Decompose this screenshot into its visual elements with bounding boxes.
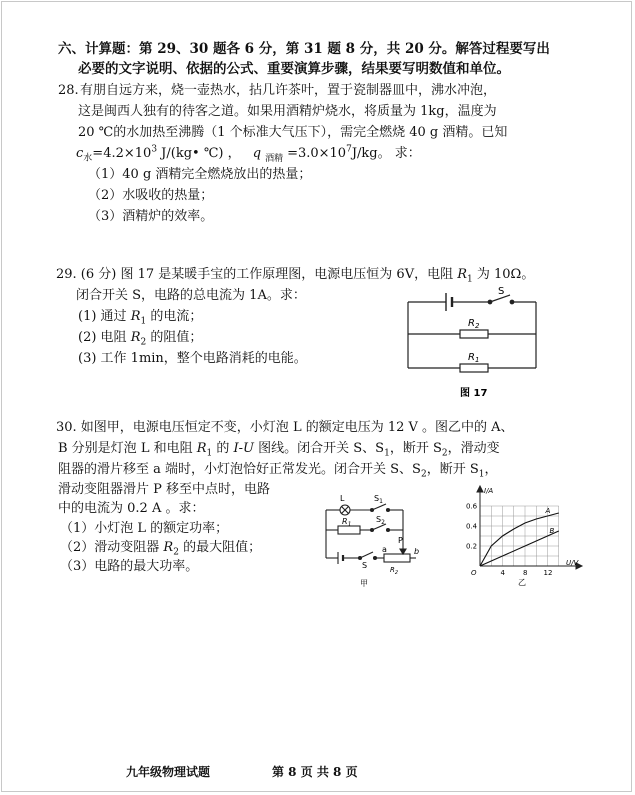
graph-axes [477,486,582,569]
fig-a-s2-label: $S_2$ [376,515,385,526]
q30-l3-a: 阻器的滑片移至 a 端时，小灯泡恰好正常发光。闭合开关 S、S [58,462,421,477]
q28-sub1: （1）40 g 酒精完全燃烧放出的热量； [88,167,312,182]
q30-l2-iu: I-U [233,441,254,456]
fig-a-p-label: P [398,536,403,545]
series-label-b: B [549,527,555,535]
q29-sub1-b: 的电流； [146,309,203,324]
q30-l2-rsub: 1 [206,448,213,459]
q-subscript: 酒精 [265,153,284,164]
q30-l2-s2sub: 2 [441,448,448,459]
fig-a-r1-label: $R_1$ [342,517,352,528]
section-heading-line2: 必要的文字说明、依据的公式、重要演算步骤，结果要写明数值和单位。 [78,61,510,77]
q-exponent: 7 [346,144,352,155]
q30-l2-b: 的 [212,441,234,456]
fig-a-a-label: a [382,545,387,554]
q30-line3 [58,461,498,479]
q29-r-symbol: R [457,267,468,282]
figure-a-circuit [318,490,428,590]
q30-l2-r: R [196,441,207,456]
q30-line1: 30. 如图甲，电源电压恒定不变，小灯泡 L 的额定电压为 12 V 。图乙中的 A、 [56,420,514,435]
q29-sub2-a: (2) 电阻 [78,330,131,345]
q30-sub2 [60,539,261,557]
q30-l2-a: B 分别是灯泡 L 和电阻 [58,441,197,456]
c-value: =4.2×10 [92,146,152,161]
series-line-a [480,513,559,566]
graph-x-label: U/V [566,559,579,567]
q30-sub2-b: 的最大阻值； [178,540,262,555]
q28-number: 28. [58,83,79,98]
footer-subject: 九年级物理试题 [126,765,211,779]
c-subscript: 水 [83,153,93,164]
fig17-r2-label: $R_2$ [468,318,480,330]
q28-line1: 有朋自远方来，烧一壶热水，拈几许茶叶，置于瓷制器皿中，沸水冲泡， [80,83,497,98]
graph-origin: O [471,569,477,577]
q30-l2-e: ，滑动变 [447,441,500,456]
y-tick-label: 0.4 [466,522,478,531]
q29-sub2 [78,329,202,347]
q29-sub1-a: (1) 通过 [78,309,131,324]
figure-b-iu-graph [458,484,588,588]
fig-a-s-label: S [362,561,368,570]
x-tick-label: 4 [500,569,505,577]
q28-sub2: （2）水吸收的热量； [88,188,214,203]
fig17-caption: 图 17 [460,388,488,399]
section-heading-line1: 六、计算题：第 29、30 题各 6 分，第 31 题 8 分，共 20 分。解答过程要写出 [58,41,550,57]
q29-sub1 [78,308,202,326]
x-tick-label: 12 [543,569,553,577]
y-tick-label: 0.2 [466,542,478,551]
fig-a-caption: 甲 [360,579,368,588]
q30-l3-c: ， [484,462,498,477]
q30-l2-d: ，断开 S [389,441,442,456]
y-tick-label: 0.6 [466,502,478,511]
q30-sub1: （1）小灯泡 L 的额定功率； [60,521,229,536]
q30-line4: 滑动变阻器滑片 P 移至中点时，电路 [58,482,271,497]
q29-text-a: 29. (6 分) 图 17 是某暖手宝的工作原理图，电源电压恒为 6V，电阻 [56,267,458,282]
footer-page-number: 第 8 页 共 8 页 [272,765,358,779]
q30-l2-s1sub: 1 [384,448,390,459]
c-unit: J/(kg• ℃) ， [157,146,241,161]
q29-line2: 闭合开关 S，电路的总电流为 1A。求： [76,288,306,303]
q29-sub2-b: 的阻值； [146,330,203,345]
graph-series [480,513,559,566]
q29-line1 [56,266,534,284]
q30-l3-s2sub: 2 [420,469,427,480]
fig-a-r2-label: $R_2$ [390,566,399,576]
q29-sub1-r: R [130,309,141,324]
fig17-r1-label: $R_1$ [468,352,480,364]
q-symbol: q [252,146,262,161]
q29-sub2-rsub: 2 [140,337,147,348]
q29-r-sub: 1 [467,274,473,285]
q30-line2 [58,440,500,458]
c-exponent: 3 [151,144,158,155]
q30-sub2-a: （2）滑动变阻器 [60,540,164,555]
q28-line3: 20 ℃的水加热至沸腾（1 个标准大气压下），需完全燃烧 40 g 酒精。已知 [78,125,508,140]
q30-line5: 中的电流为 0.2 A 。求： [58,501,205,516]
fig-a-b-label: b [414,547,420,556]
q29-text-b: 为 10Ω。 [472,267,535,282]
q30-l2-c: 图线。闭合开关 S、S [254,441,385,456]
q30-l3-s1sub: 1 [478,469,485,480]
q29-sub1-rsub: 1 [140,316,147,327]
q-unit: J/kg。 求： [351,146,421,161]
x-tick-label: 8 [523,569,528,577]
q28-line2: 这是闽西人独有的待客之道。如果用酒精炉烧水，将质量为 1kg，温度为 [78,104,497,119]
fig-b-caption: 乙 [518,578,526,587]
fig-a-lamp-label: L [340,494,345,503]
q-value: =3.0×10 [287,146,347,161]
figure-17-circuit [400,284,550,399]
q29-sub3: (3) 工作 1min，整个电路消耗的电能。 [78,351,307,366]
c-symbol: c [76,146,84,161]
fig-a-s1-label: $S_1$ [374,494,383,505]
q30-l3-b: ，断开 S [426,462,479,477]
q30-sub2-rsub: 2 [173,547,179,558]
graph-y-label: I/A [484,487,494,495]
fig17-switch-label: S [498,286,505,297]
q30-sub3: （3）电路的最大功率。 [60,559,199,574]
q28-sub3: （3）酒精炉的效率。 [88,209,214,224]
q30-sub2-r: R [163,540,174,555]
q29-sub2-r: R [130,330,141,345]
series-label-a: A [545,507,551,515]
q28-constants [76,145,421,163]
